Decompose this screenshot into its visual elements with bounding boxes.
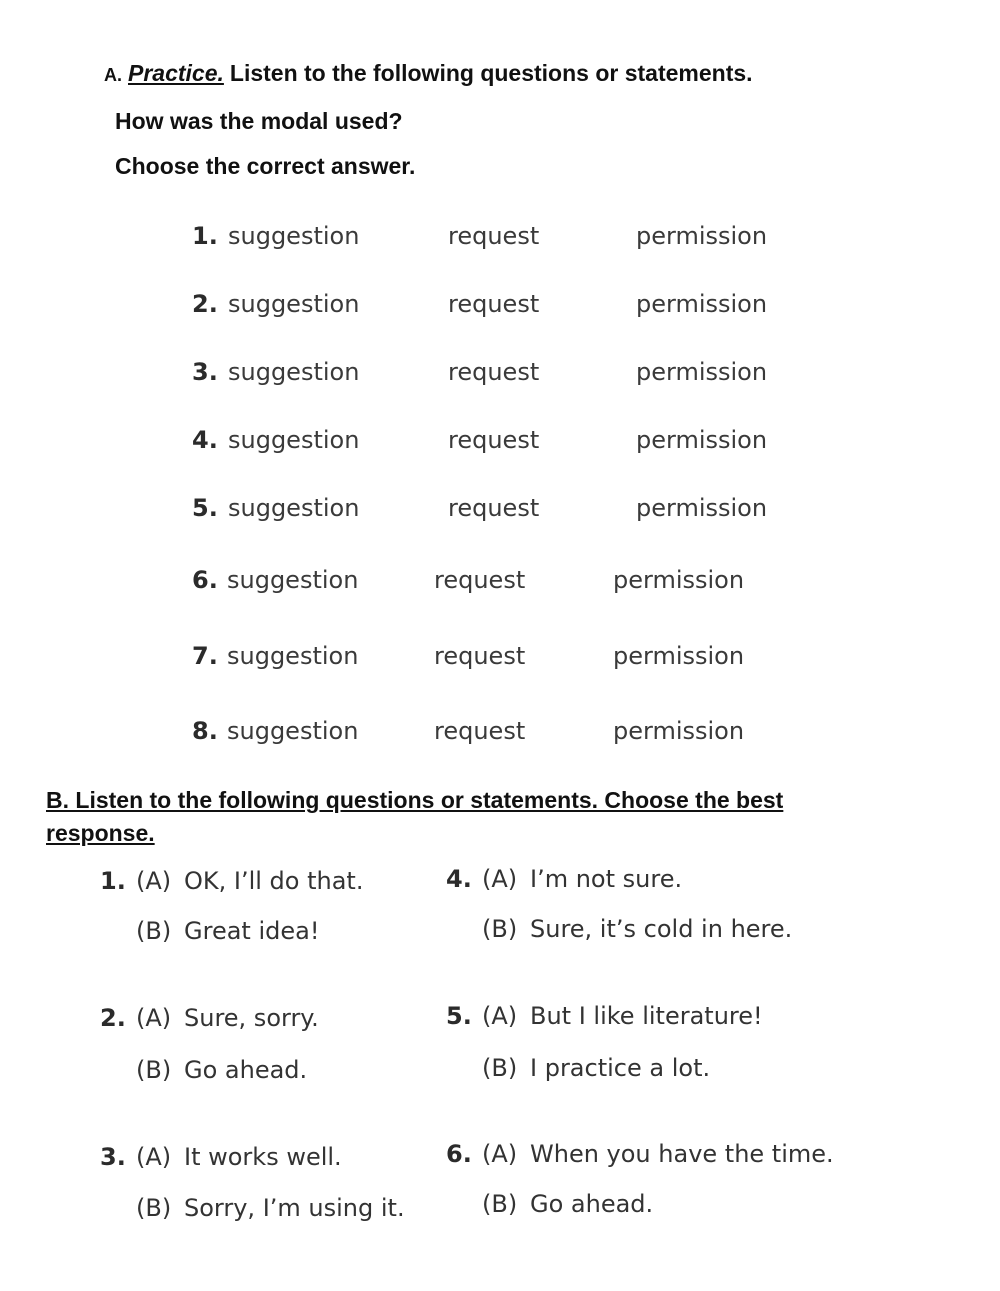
option-a-text[interactable]: It works well.: [184, 1143, 342, 1171]
option-b-text[interactable]: Go ahead.: [184, 1056, 308, 1084]
option-b-text[interactable]: Sure, it’s cold in here.: [530, 915, 793, 943]
option-request[interactable]: request: [434, 566, 526, 594]
option-permission[interactable]: permission: [636, 358, 768, 386]
option-b-label: (B): [482, 1190, 518, 1218]
option-b-text[interactable]: Go ahead.: [530, 1190, 654, 1218]
option-suggestion[interactable]: suggestion: [227, 642, 359, 670]
option-b-label: (B): [136, 1194, 172, 1222]
option-permission[interactable]: permission: [636, 290, 768, 318]
option-suggestion[interactable]: suggestion: [228, 358, 360, 386]
option-b-label: (B): [136, 1056, 172, 1084]
option-permission[interactable]: permission: [636, 222, 768, 250]
option-b-label: (B): [136, 917, 172, 945]
item-number: 7.: [192, 642, 218, 670]
item-number: 8.: [192, 717, 218, 745]
option-suggestion[interactable]: suggestion: [228, 290, 360, 318]
item-number: 4.: [192, 426, 218, 454]
section-a-letter: A.: [104, 65, 122, 85]
item-number: 6.: [446, 1140, 472, 1168]
option-suggestion[interactable]: suggestion: [228, 426, 360, 454]
option-a-text[interactable]: When you have the time.: [530, 1140, 834, 1168]
option-b-text[interactable]: Sorry, I’m using it.: [184, 1194, 405, 1222]
item-number: 5.: [192, 494, 218, 522]
option-b-label: (B): [482, 1054, 518, 1082]
item-number: 3.: [100, 1143, 126, 1171]
option-request[interactable]: request: [448, 494, 540, 522]
section-a-instruction: Choose the correct answer.: [115, 153, 416, 179]
section-b-heading: B. Listen to the following questions or statements. Choose the best response.: [46, 787, 784, 846]
section-a-title: Listen to the following questions or statements.: [229, 60, 753, 86]
item-number: 4.: [446, 865, 472, 893]
option-permission[interactable]: permission: [613, 717, 745, 745]
option-permission[interactable]: permission: [636, 426, 768, 454]
option-a-label: (A): [136, 1143, 172, 1171]
item-number: 1.: [100, 867, 126, 895]
item-number: 6.: [192, 566, 218, 594]
item-number: 5.: [446, 1002, 472, 1030]
option-permission[interactable]: permission: [613, 566, 745, 594]
option-request[interactable]: request: [448, 222, 540, 250]
option-a-text[interactable]: OK, I’ll do that.: [184, 867, 364, 895]
option-b-label: (B): [482, 915, 518, 943]
option-suggestion[interactable]: suggestion: [227, 566, 359, 594]
option-b-text[interactable]: Great idea!: [184, 917, 320, 945]
item-number: 1.: [192, 222, 218, 250]
option-a-label: (A): [482, 1002, 518, 1030]
section-a-practice-label: Practice.: [128, 60, 224, 86]
option-permission[interactable]: permission: [613, 642, 745, 670]
item-number: 2.: [192, 290, 218, 318]
section-a-question: How was the modal used?: [115, 108, 403, 134]
option-a-label: (A): [136, 867, 172, 895]
item-number: 2.: [100, 1004, 126, 1032]
option-a-label: (A): [482, 865, 518, 893]
option-a-label: (A): [136, 1004, 172, 1032]
option-suggestion[interactable]: suggestion: [228, 494, 360, 522]
option-a-label: (A): [482, 1140, 518, 1168]
option-suggestion[interactable]: suggestion: [228, 222, 360, 250]
item-number: 3.: [192, 358, 218, 386]
option-a-text[interactable]: But I like literature!: [530, 1002, 763, 1030]
option-request[interactable]: request: [434, 717, 526, 745]
option-a-text[interactable]: Sure, sorry.: [184, 1004, 319, 1032]
option-request[interactable]: request: [448, 290, 540, 318]
option-b-text[interactable]: I practice a lot.: [530, 1054, 711, 1082]
option-suggestion[interactable]: suggestion: [227, 717, 359, 745]
option-request[interactable]: request: [448, 426, 540, 454]
option-permission[interactable]: permission: [636, 494, 768, 522]
option-a-text[interactable]: I’m not sure.: [530, 865, 683, 893]
section-a-heading: [104, 60, 753, 87]
option-request[interactable]: request: [434, 642, 526, 670]
option-request[interactable]: request: [448, 358, 540, 386]
